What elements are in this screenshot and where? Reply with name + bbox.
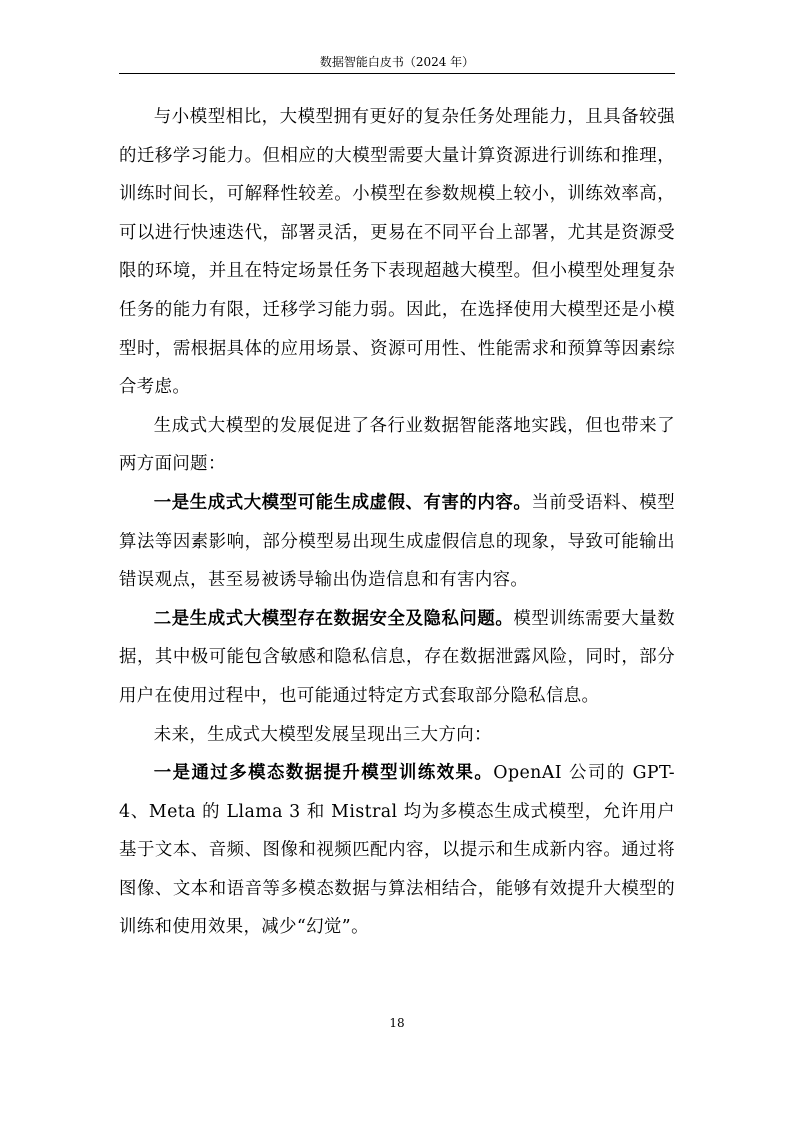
paragraph-lead: 一是生成式大模型可能生成虚假、有害的内容。 (153, 492, 532, 513)
paragraph-lead: 二是生成式大模型存在数据安全及隐私问题。 (153, 608, 514, 629)
header-divider (119, 73, 675, 74)
paragraph-text: OpenAI 公司的 GPT-4、Meta 的 Llama 3 和 Mistral 均为多模态生成式模型，允许用户基于文本、音频、图像和视频匹配内容，以提示和生成新内容。通过将图像、文本和语音等多模态数据与算法相结合，能够有效提升大模型的训练和使用效果，减少“幻觉”。 (119, 763, 675, 938)
page-number: 18 (389, 1016, 405, 1030)
paragraph-problem-two (119, 600, 675, 716)
paragraph-text: 当前受语料、模型算法等因素影响，部分模型易出现生成虚假信息的现象，导致可能输出错误观点，甚至易被诱导输出伪造信息和有害内容。 (119, 492, 676, 591)
running-header: 数据智能白皮书（2024 年） (319, 55, 475, 69)
paragraph-text: 与小模型相比，大模型拥有更好的复杂任务处理能力，且具备较强的迁移学习能力。但相应的大模型需要大量计算资源进行训练和推理，训练时间长，可解释性较差。小模型在参数规模上较小，训练效率高，可以进行快速迭代，部署灵活，更易在不同平台上部署，尤其是资源受限的环境，并且在特定场景任务下表现超越大模型。但小模型处理复杂任务的能力有限，迁移学习能力弱。因此，在选择使用大模型还是小模型时，需根据具体的应用场景、资源可用性、性能需求和预算等因素综合考虑。 (119, 107, 675, 398)
paragraph-model-comparison (119, 98, 675, 407)
paragraph-direction-one (119, 754, 675, 947)
paragraph-lead: 一是通过多模态数据提升模型训练效果。 (153, 763, 494, 784)
paragraph-problem-one (119, 484, 675, 600)
paragraph-text: 模型训练需要大量数据，其中极可能包含敏感和隐私信息，存在数据泄露风险，同时，部分用户在使用过程中，也可能通过特定方式套取部分隐私信息。 (119, 608, 675, 706)
paragraph-text: 生成式大模型的发展促进了各行业数据智能落地实践，但也带来了两方面问题： (119, 415, 675, 475)
paragraph-two-problems-intro (119, 407, 675, 484)
body-text (119, 98, 675, 947)
paragraph-three-directions-intro (119, 716, 675, 755)
paragraph-text: 未来，生成式大模型发展呈现出三大方向： (153, 724, 492, 745)
